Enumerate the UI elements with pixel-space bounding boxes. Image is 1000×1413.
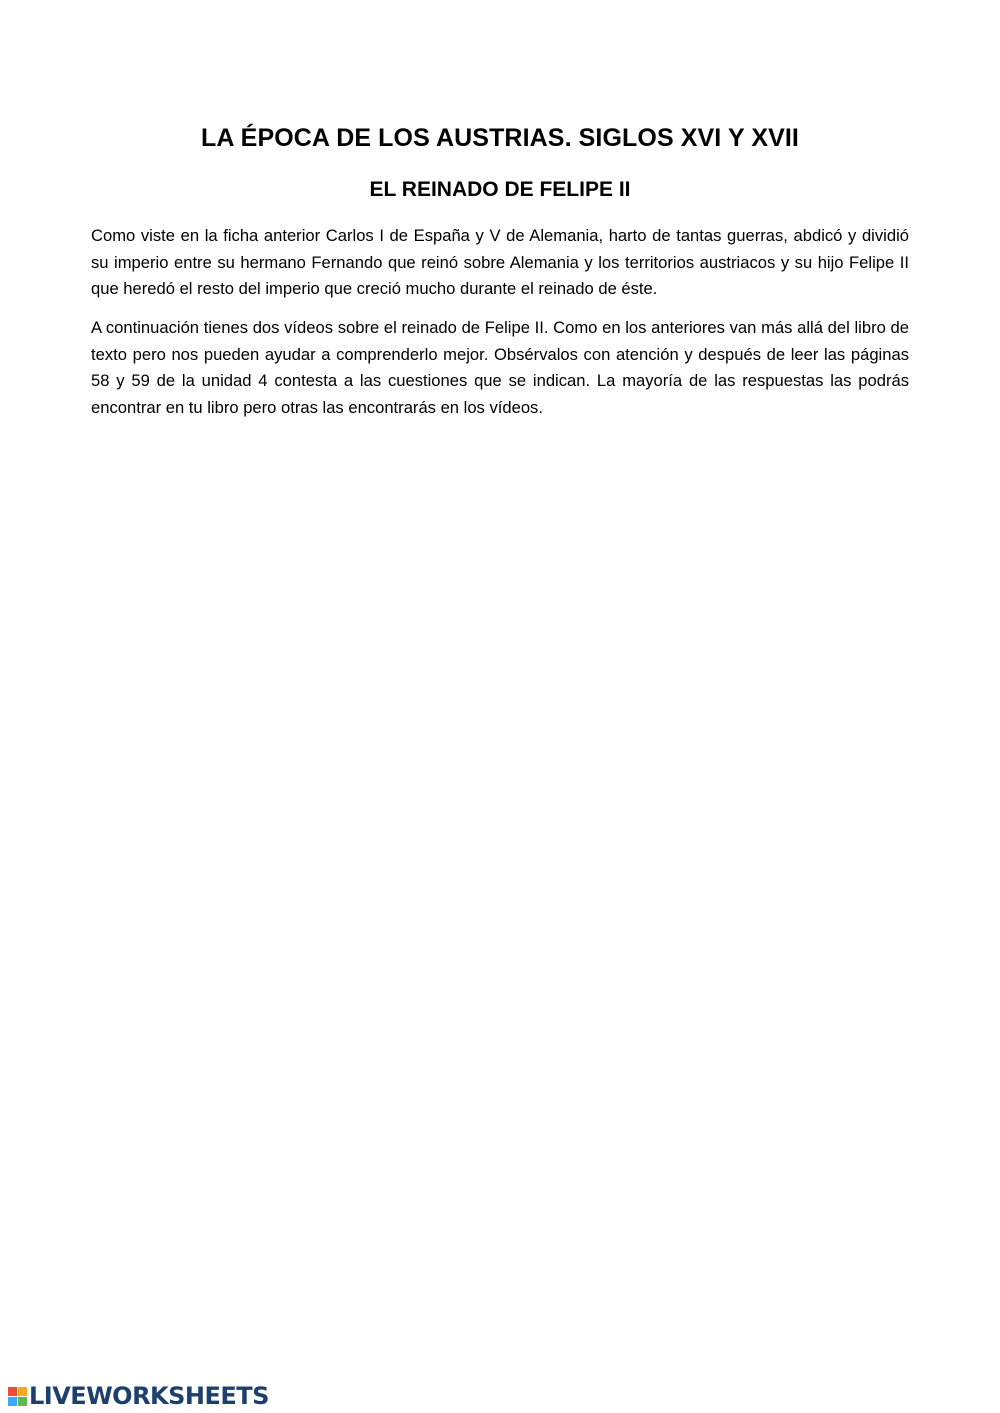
paragraph-instructions: A continuación tienes dos vídeos sobre el reinado de Felipe II. Como en los anteriores van más allá del libro de texto pero nos pueden ayudar a comprenderlo mejor. Obsérvalos con atención y después de leer las páginas 58 y 59 de la unidad 4 contesta a las cuestiones que se indican. La mayoría de las respuestas las podrás encontrar en tu libro pero otras las encontrarás en los vídeos. xyxy=(91,318,909,417)
paragraph-intro: Como viste en la ficha anterior Carlos I de España y V de Alemania, harto de tantas guerras, abdicó y dividió su imperio entre su hermano Fernando que reinó sobre Alemania y los territorios austriacos y su hijo Felipe II que heredó el resto del imperio que creció mucho durante el reinado de éste. xyxy=(91,226,909,298)
logo-text: LIVEWORKSHEETS xyxy=(29,1382,269,1410)
logo-blocks-icon xyxy=(8,1387,27,1406)
logo-block-blue xyxy=(8,1397,17,1406)
page-title: LA ÉPOCA DE LOS AUSTRIAS. SIGLOS XVI Y XVII xyxy=(201,124,799,152)
logo-block-orange xyxy=(18,1387,27,1396)
logo-block-green xyxy=(18,1397,27,1406)
page-subtitle: EL REINADO DE FELIPE II xyxy=(369,178,631,201)
liveworksheets-logo xyxy=(8,1383,269,1409)
logo-block-red xyxy=(8,1387,17,1396)
